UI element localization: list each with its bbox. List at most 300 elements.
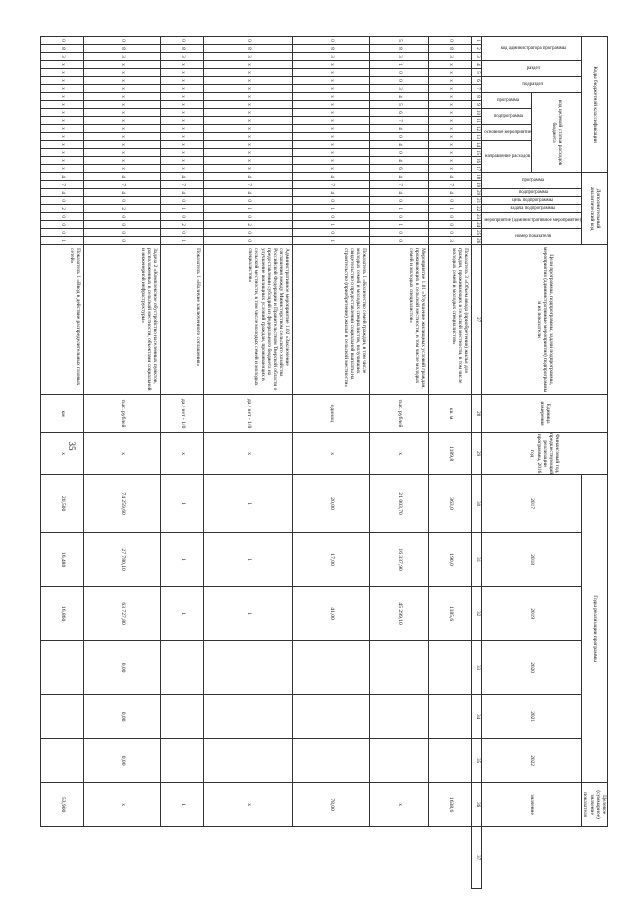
code-digit: 7 bbox=[161, 181, 204, 189]
code-digit: 3 bbox=[41, 53, 84, 61]
code-digit: 7 bbox=[429, 181, 472, 189]
value-2021 bbox=[41, 695, 84, 739]
code-digit: x bbox=[41, 93, 84, 101]
table-row bbox=[84, 37, 161, 889]
code-digit: 0 bbox=[429, 197, 472, 205]
code-digit: 8 bbox=[204, 45, 293, 53]
code-digit: x bbox=[84, 69, 161, 77]
kbk-grbs-header: код администратора программы bbox=[482, 37, 582, 61]
code-digit: 0 bbox=[429, 37, 472, 45]
code-digit: 7 bbox=[293, 181, 370, 189]
column-number: 21 bbox=[472, 197, 482, 205]
code-digit: 8 bbox=[429, 45, 472, 53]
code-digit: 0 bbox=[370, 77, 429, 85]
code-digit: 3 bbox=[429, 237, 472, 245]
code-digit: 0 bbox=[204, 37, 293, 45]
code-digit: 4 bbox=[370, 141, 429, 149]
code-digit: 8 bbox=[84, 45, 161, 53]
code-digit: x bbox=[293, 133, 370, 141]
code-digit: x bbox=[41, 61, 84, 69]
value-2017: 20,500 bbox=[41, 475, 84, 533]
column-number: 2 bbox=[472, 45, 482, 53]
value-2021 bbox=[161, 695, 204, 739]
code-digit: x bbox=[293, 77, 370, 85]
code-digit: 1 bbox=[293, 237, 370, 245]
unit-cell: да / нет - 1/0 bbox=[161, 395, 204, 433]
code-digit: x bbox=[429, 149, 472, 157]
code-digit: 3 bbox=[370, 53, 429, 61]
code-digit: 4 bbox=[84, 173, 161, 181]
code-digit: 0 bbox=[204, 213, 293, 221]
column-number: 14 bbox=[472, 141, 482, 149]
unit-column-header: Единица измерения bbox=[482, 395, 608, 433]
code-digit: 1 bbox=[204, 205, 293, 213]
column-number: 25 bbox=[472, 229, 482, 237]
code-digit: x bbox=[429, 69, 472, 77]
code-digit: x bbox=[293, 61, 370, 69]
value-2017: 1 bbox=[161, 475, 204, 533]
kbk-pp-header: подпрограмма bbox=[482, 109, 532, 125]
code-digit: x bbox=[84, 165, 161, 173]
code-digit: x bbox=[84, 141, 161, 149]
indicator-name: Административное мероприятие 1.02 «Заключение соглашения между Министерством сельского хозяйства Российской Федерации и Правительством Тверской области о предоставлении субсидий из федерального бюджета на улучшение жилищных условий граждан, проживающих в сельской местности, в том числе молодых семей и молодых специалистов» bbox=[204, 245, 293, 395]
table-row bbox=[41, 37, 84, 889]
code-digit: x bbox=[429, 101, 472, 109]
code-digit: x bbox=[41, 85, 84, 93]
code-digit: x bbox=[161, 93, 204, 101]
value-2020: 0,00 bbox=[84, 641, 161, 695]
code-digit: 7 bbox=[41, 181, 84, 189]
code-digit: 1 bbox=[370, 205, 429, 213]
value-2018: 16 337,90 bbox=[370, 533, 429, 587]
final-group-header: Целевое (суммарное) значение показателя bbox=[582, 783, 608, 827]
code-digit: 7 bbox=[370, 181, 429, 189]
column-number: 26 bbox=[472, 237, 482, 245]
total-value: 1 bbox=[161, 783, 204, 827]
value-2017: 363,0 bbox=[429, 475, 472, 533]
value-2020 bbox=[370, 641, 429, 695]
code-digit: 0 bbox=[370, 229, 429, 237]
code-digit: 0 bbox=[41, 221, 84, 229]
code-digit: 3 bbox=[204, 53, 293, 61]
code-digit: x bbox=[84, 125, 161, 133]
code-digit: x bbox=[293, 69, 370, 77]
value-2022 bbox=[293, 739, 370, 783]
value-2018: 190,0 bbox=[429, 533, 472, 587]
code-digit: 0 bbox=[429, 213, 472, 221]
code-digit: 1 bbox=[293, 205, 370, 213]
code-digit: x bbox=[204, 101, 293, 109]
code-digit: x bbox=[41, 77, 84, 85]
code-digit: x bbox=[41, 157, 84, 165]
indicator-name: Показатель 1 «Наличие заключенного соглашения» bbox=[161, 245, 204, 395]
code-digit: 2 bbox=[161, 221, 204, 229]
total-value: 78,00 bbox=[293, 783, 370, 827]
code-digit: x bbox=[84, 133, 161, 141]
code-digit: x bbox=[429, 61, 472, 69]
code-digit: 3 bbox=[161, 53, 204, 61]
code-digit: 4 bbox=[293, 189, 370, 197]
value-2022 bbox=[161, 739, 204, 783]
kbk-header: Коды бюджетной классификации bbox=[582, 37, 608, 173]
base-year-value: x bbox=[204, 433, 293, 475]
code-digit: 5 bbox=[370, 101, 429, 109]
code-digit: 4 bbox=[41, 173, 84, 181]
column-number: 29 bbox=[472, 433, 482, 475]
column-number: 22 bbox=[472, 205, 482, 213]
code-digit: 3 bbox=[84, 53, 161, 61]
code-digit: 0 bbox=[161, 213, 204, 221]
code-digit: x bbox=[84, 93, 161, 101]
value-2021 bbox=[429, 695, 472, 739]
code-digit: x bbox=[161, 149, 204, 157]
code-digit: 4 bbox=[161, 173, 204, 181]
indicator-name: Показатель 1 «Ввод в действие распределительных газовых сетей» bbox=[41, 245, 84, 395]
base-year-value: x bbox=[84, 433, 161, 475]
value-2021 bbox=[370, 695, 429, 739]
code-digit: 7 bbox=[84, 181, 161, 189]
code-digit: 0 bbox=[293, 213, 370, 221]
column-number: 15 bbox=[472, 149, 482, 157]
unit-cell: км bbox=[41, 395, 84, 433]
column-number: 4 bbox=[472, 61, 482, 69]
value-2019: 1 bbox=[161, 587, 204, 641]
kbk-podrazdel-header: подраздел bbox=[482, 77, 582, 93]
code-digit: x bbox=[204, 117, 293, 125]
column-number: 10 bbox=[472, 109, 482, 117]
an-indicator-header: номер показателя bbox=[482, 229, 582, 245]
value-2022 bbox=[204, 739, 293, 783]
code-digit: 2 bbox=[84, 205, 161, 213]
code-digit: 4 bbox=[370, 157, 429, 165]
code-digit: x bbox=[429, 157, 472, 165]
year-2022-header: 2022 bbox=[482, 739, 582, 783]
code-digit: 1 bbox=[161, 205, 204, 213]
code-digit: 4 bbox=[370, 93, 429, 101]
base-year-value: x bbox=[370, 433, 429, 475]
base-year-value: x bbox=[41, 433, 84, 475]
total-value: 53,900 bbox=[41, 783, 84, 827]
column-number: 34 bbox=[472, 695, 482, 739]
code-digit: 2 bbox=[41, 205, 84, 213]
year-2020-header: 2020 bbox=[482, 641, 582, 695]
value-2020 bbox=[161, 641, 204, 695]
column-number: 19 bbox=[472, 181, 482, 189]
value-2017: 20,00 bbox=[293, 475, 370, 533]
kbk-razdel-header: раздел bbox=[482, 61, 582, 77]
code-digit: 0 bbox=[370, 197, 429, 205]
code-digit: 4 bbox=[370, 173, 429, 181]
code-digit: 0 bbox=[293, 197, 370, 205]
code-digit: x bbox=[84, 85, 161, 93]
base-year-value: 1189,8 bbox=[429, 433, 472, 475]
code-digit: x bbox=[84, 61, 161, 69]
code-digit: 0 bbox=[370, 133, 429, 141]
code-digit: 4 bbox=[84, 189, 161, 197]
code-digit: x bbox=[161, 61, 204, 69]
column-number: 12 bbox=[472, 125, 482, 133]
code-digit: x bbox=[293, 117, 370, 125]
column-number: 27 bbox=[472, 245, 482, 395]
column-number: 30 bbox=[472, 475, 482, 533]
name-column-header: Цели программы, подпрограммы, задачи подпрограммы, мероприятия (административные мероприятия) подпрограммы и их показатели bbox=[482, 245, 608, 395]
an-program-header: программа bbox=[482, 173, 582, 189]
code-digit: x bbox=[41, 69, 84, 77]
code-digit: 0 bbox=[370, 69, 429, 77]
column-number: 37 bbox=[472, 827, 482, 889]
code-digit: 0 bbox=[161, 37, 204, 45]
code-digit: 0 bbox=[84, 37, 161, 45]
year-2021-header: 2021 bbox=[482, 695, 582, 739]
value-2017: 1 bbox=[204, 475, 293, 533]
column-number: 33 bbox=[472, 641, 482, 695]
table-row bbox=[161, 37, 204, 889]
total-value: x bbox=[370, 783, 429, 827]
kbk-gp-header: программа bbox=[482, 93, 532, 109]
an-subprogram-header: подпрограмма bbox=[482, 189, 582, 197]
value-2019: 45 299,10 bbox=[370, 587, 429, 641]
code-digit: x bbox=[429, 125, 472, 133]
table-row bbox=[293, 37, 370, 889]
code-digit: 0 bbox=[204, 229, 293, 237]
code-digit: 0 bbox=[84, 197, 161, 205]
value-2020 bbox=[204, 641, 293, 695]
code-digit: x bbox=[204, 69, 293, 77]
code-digit: 4 bbox=[293, 173, 370, 181]
code-digit: x bbox=[204, 165, 293, 173]
page-number: 35 bbox=[67, 441, 77, 451]
code-digit: x bbox=[161, 157, 204, 165]
code-digit: x bbox=[41, 141, 84, 149]
value-2020 bbox=[41, 641, 84, 695]
code-digit: 4 bbox=[41, 189, 84, 197]
column-number: 18 bbox=[472, 173, 482, 181]
code-digit: 8 bbox=[370, 45, 429, 53]
code-digit: x bbox=[293, 149, 370, 157]
value-2022 bbox=[429, 739, 472, 783]
indicator-name: Задача 2 «Комплексное обустройство населенных пунктов, расположенных в сельской местности, объектами социальной и инженерной инфраструктуры» bbox=[84, 245, 161, 395]
code-digit: 0 bbox=[84, 229, 161, 237]
code-digit: x bbox=[204, 61, 293, 69]
code-digit: x bbox=[293, 157, 370, 165]
value-2019: 1185,6 bbox=[429, 587, 472, 641]
code-digit: 0 bbox=[370, 213, 429, 221]
code-digit: x bbox=[41, 149, 84, 157]
code-digit: 8 bbox=[293, 45, 370, 53]
unit-cell: да / нет - 1/0 bbox=[204, 395, 293, 433]
code-digit: 1 bbox=[293, 221, 370, 229]
code-digit: 0 bbox=[161, 229, 204, 237]
code-digit: 7 bbox=[204, 181, 293, 189]
code-digit: x bbox=[293, 125, 370, 133]
code-digit: x bbox=[41, 125, 84, 133]
value-2022: 0,00 bbox=[84, 739, 161, 783]
column-number: 36 bbox=[472, 783, 482, 827]
value-2017: 21 003,70 bbox=[370, 475, 429, 533]
code-digit: x bbox=[161, 165, 204, 173]
code-digit: x bbox=[429, 141, 472, 149]
value-2021 bbox=[293, 695, 370, 739]
code-digit: x bbox=[84, 109, 161, 117]
code-digit: 1 bbox=[429, 205, 472, 213]
code-digit: 8 bbox=[161, 45, 204, 53]
code-digit: x bbox=[429, 77, 472, 85]
code-digit: x bbox=[293, 165, 370, 173]
code-digit: 3 bbox=[429, 53, 472, 61]
code-digit: x bbox=[84, 77, 161, 85]
code-digit: 0 bbox=[161, 197, 204, 205]
column-number: 7 bbox=[472, 85, 482, 93]
value-2022 bbox=[41, 739, 84, 783]
program-indicators-table bbox=[59, 36, 608, 874]
code-digit: x bbox=[293, 101, 370, 109]
code-digit: x bbox=[429, 109, 472, 117]
column-number: 1 bbox=[472, 37, 482, 45]
code-digit: 4 bbox=[370, 125, 429, 133]
code-digit: x bbox=[204, 85, 293, 93]
code-digit: x bbox=[161, 133, 204, 141]
code-digit: 0 bbox=[370, 237, 429, 245]
value-2021 bbox=[204, 695, 293, 739]
kbk-target-article-header: код целевой статьи расходов бюджета bbox=[532, 93, 582, 173]
code-digit: x bbox=[41, 117, 84, 125]
code-digit: 2 bbox=[204, 221, 293, 229]
column-number: 35 bbox=[472, 739, 482, 783]
code-digit: x bbox=[429, 93, 472, 101]
code-digit: x bbox=[204, 141, 293, 149]
unit-cell: тыс. рублей bbox=[84, 395, 161, 433]
table-row bbox=[429, 37, 472, 889]
value-2018: 17,00 bbox=[293, 533, 370, 587]
base-year-value: x bbox=[293, 433, 370, 475]
an-goal-header: цель подпрограммы bbox=[482, 197, 582, 205]
code-digit: 4 bbox=[429, 189, 472, 197]
indicator-name: Показатель 3 «Объем ввода (приобретения) жилья для граждан, проживающих в сельской местности, в том числе молодых семей и молодых специалистов» bbox=[429, 245, 472, 395]
code-digit: x bbox=[161, 77, 204, 85]
code-digit: 4 bbox=[429, 173, 472, 181]
value-2022 bbox=[370, 739, 429, 783]
table-row bbox=[370, 37, 429, 889]
code-digit: x bbox=[41, 165, 84, 173]
code-digit: 8 bbox=[41, 45, 84, 53]
unit-cell: единиц bbox=[293, 395, 370, 433]
final-value-header: значение bbox=[482, 783, 582, 827]
value-2018: 27 780,10 bbox=[84, 533, 161, 587]
year-2019-header: 2019 bbox=[482, 587, 582, 641]
column-number: 11 bbox=[472, 117, 482, 125]
column-number: 6 bbox=[472, 77, 482, 85]
code-digit: x bbox=[429, 165, 472, 173]
column-number: 13 bbox=[472, 133, 482, 141]
code-digit: x bbox=[161, 125, 204, 133]
code-digit: 4 bbox=[370, 189, 429, 197]
unit-cell: кв. м bbox=[429, 395, 472, 433]
total-value: 1638,6 bbox=[429, 783, 472, 827]
code-digit: 1 bbox=[370, 221, 429, 229]
total-value: x bbox=[84, 783, 161, 827]
code-digit: 0 bbox=[84, 221, 161, 229]
total-value: x bbox=[204, 783, 293, 827]
value-2018: 1 bbox=[161, 533, 204, 587]
column-numbers-row bbox=[472, 37, 482, 889]
value-2019: 1 bbox=[204, 587, 293, 641]
unit-cell: тыс. рублей bbox=[370, 395, 429, 433]
code-digit: x bbox=[84, 117, 161, 125]
kbk-direction-header: направление расходов bbox=[482, 141, 532, 173]
budget-table bbox=[40, 36, 608, 889]
column-number: 23 bbox=[472, 213, 482, 221]
value-2019: 63 727,80 bbox=[84, 587, 161, 641]
code-digit: x bbox=[41, 133, 84, 141]
code-digit: x bbox=[204, 133, 293, 141]
years-group-header: Годы реализации программы bbox=[582, 475, 608, 783]
code-digit: x bbox=[429, 133, 472, 141]
code-digit: 4 bbox=[204, 173, 293, 181]
code-digit: x bbox=[204, 149, 293, 157]
code-digit: x bbox=[429, 117, 472, 125]
code-digit: x bbox=[41, 101, 84, 109]
code-digit: 4 bbox=[161, 189, 204, 197]
value-2020 bbox=[429, 641, 472, 695]
code-digit: 0 bbox=[204, 197, 293, 205]
code-digit: x bbox=[204, 125, 293, 133]
column-number: 20 bbox=[472, 189, 482, 197]
column-number: 17 bbox=[472, 165, 482, 173]
rotated-table-frame bbox=[59, 36, 608, 874]
code-digit: x bbox=[161, 85, 204, 93]
code-digit: x bbox=[204, 93, 293, 101]
code-digit: 5 bbox=[370, 37, 429, 45]
code-digit: x bbox=[204, 157, 293, 165]
column-number: 9 bbox=[472, 101, 482, 109]
code-digit: 1 bbox=[41, 237, 84, 245]
column-number: 5 bbox=[472, 69, 482, 77]
year-2018-header: 2018 bbox=[482, 533, 582, 587]
code-digit: 0 bbox=[370, 149, 429, 157]
an-event-header: мероприятие (административное мероприятие) bbox=[482, 213, 582, 229]
code-digit: 3 bbox=[370, 85, 429, 93]
code-digit: x bbox=[84, 149, 161, 157]
base-year-value: x bbox=[161, 433, 204, 475]
code-digit: x bbox=[161, 101, 204, 109]
column-number: 32 bbox=[472, 587, 482, 641]
code-digit: 4 bbox=[204, 189, 293, 197]
code-digit: x bbox=[161, 109, 204, 117]
code-digit: 0 bbox=[41, 213, 84, 221]
value-2017: 74 259,60 bbox=[84, 475, 161, 533]
code-digit: 0 bbox=[204, 237, 293, 245]
code-digit: 6 bbox=[370, 165, 429, 173]
code-digit: 1 bbox=[161, 237, 204, 245]
kbk-main-event-header: основное мероприятие bbox=[482, 125, 532, 141]
year-2017-header: 2017 bbox=[482, 475, 582, 533]
code-digit: 0 bbox=[293, 229, 370, 237]
analytic-header: Дополнительный аналитический код bbox=[582, 173, 608, 245]
an-task-header: задача подпрограммы bbox=[482, 205, 582, 213]
code-digit: x bbox=[84, 157, 161, 165]
code-digit: x bbox=[161, 141, 204, 149]
value-2019: 41,00 bbox=[293, 587, 370, 641]
column-number: 31 bbox=[472, 533, 482, 587]
code-digit: x bbox=[84, 101, 161, 109]
indicator-name: Мероприятие 1.01 «Улучшение жилищных условий граждан, проживающих в сельской местности, в том числе молодых семей и молодых специалистов» bbox=[370, 245, 429, 395]
code-digit: x bbox=[41, 109, 84, 117]
code-digit: x bbox=[293, 93, 370, 101]
code-digit: x bbox=[204, 77, 293, 85]
code-digit: 0 bbox=[293, 37, 370, 45]
code-digit: 0 bbox=[429, 229, 472, 237]
code-digit: 0 bbox=[41, 37, 84, 45]
